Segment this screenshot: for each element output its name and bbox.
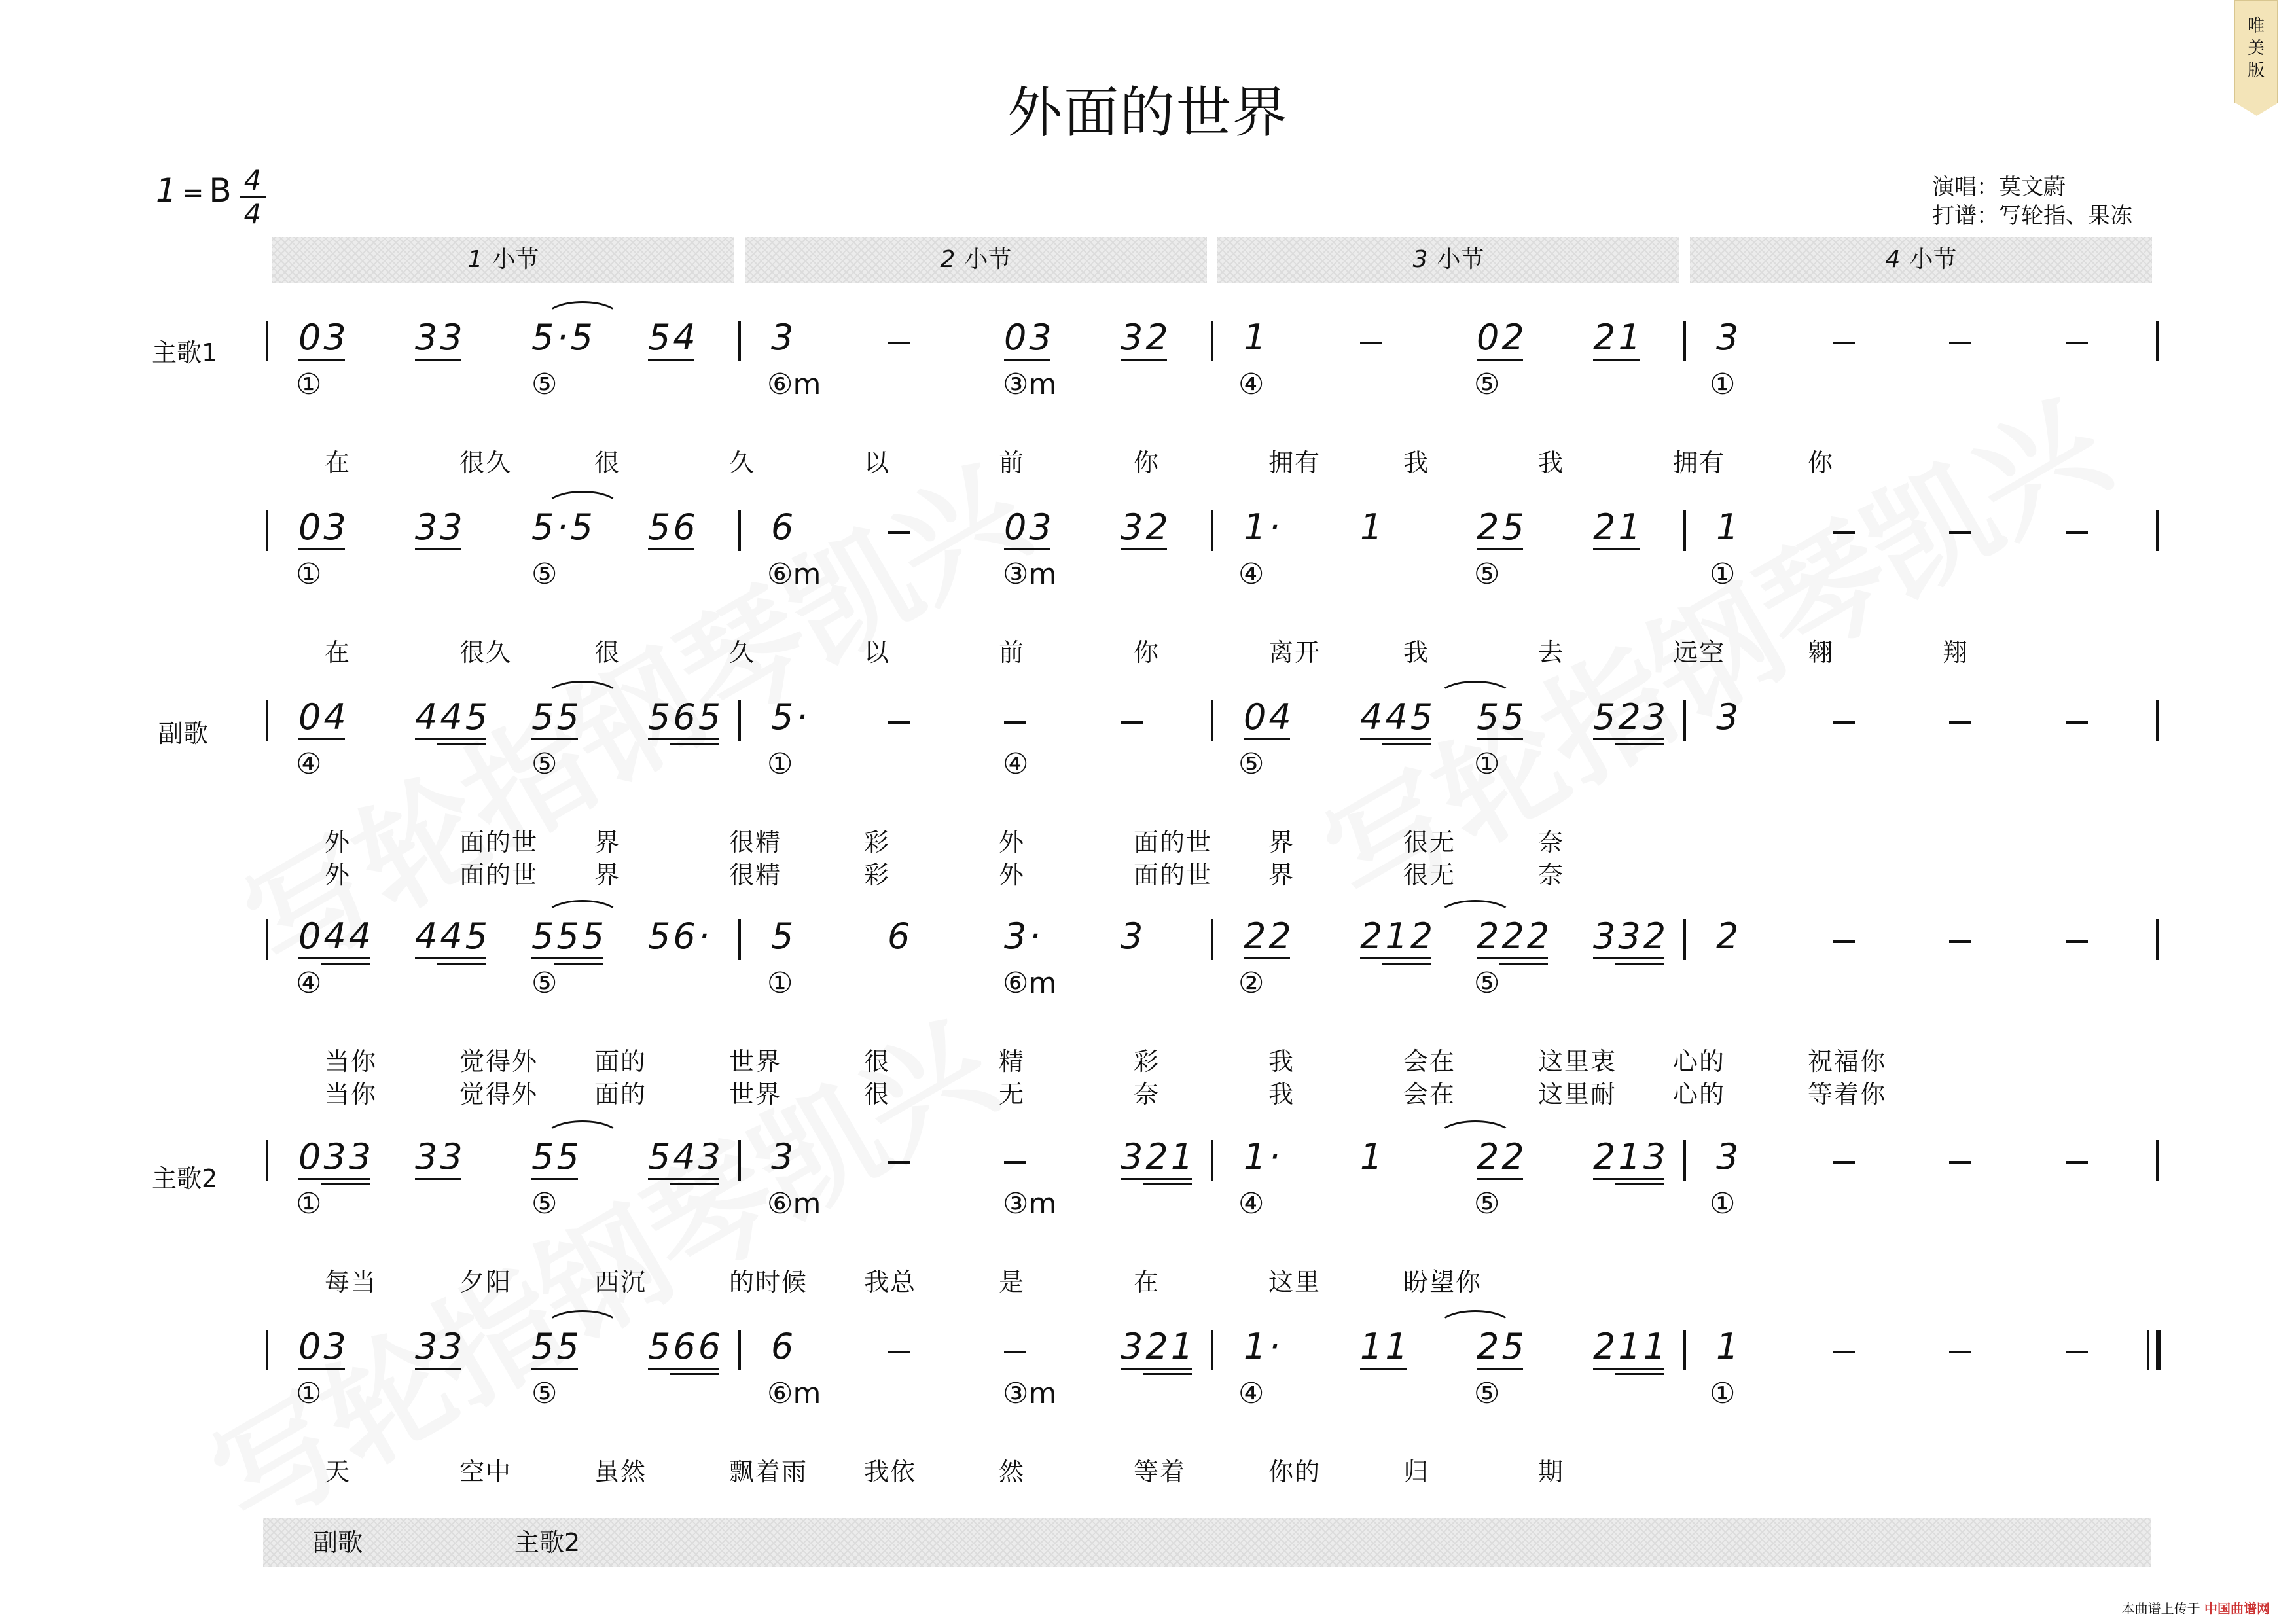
lyric: 我 — [1538, 448, 1565, 477]
note: 3 — [1716, 696, 1742, 738]
lyric: 你 — [1808, 448, 1835, 477]
note: 321 — [1121, 1136, 1196, 1177]
lyric: 你的 — [1268, 1457, 1321, 1486]
note: 212 — [1360, 916, 1435, 957]
lyric-second-line: 界 — [594, 861, 621, 889]
lyric-second-line: 会在 — [1403, 1080, 1456, 1109]
lyric: 拥有 — [1268, 448, 1321, 477]
string-marker: ⑥m — [767, 1187, 821, 1221]
rest-dash — [1833, 1351, 1855, 1353]
string-marker: ① — [767, 747, 793, 781]
note: 3 — [1716, 1136, 1742, 1177]
string-marker: ⑥m — [1003, 967, 1057, 1000]
lyric: 界 — [594, 828, 621, 857]
string-marker: ④ — [1238, 368, 1265, 401]
rest-dash — [888, 721, 910, 724]
lyric: 彩 — [864, 828, 891, 857]
barline — [266, 321, 268, 361]
rest-dash — [888, 1161, 910, 1164]
barline — [2156, 700, 2159, 741]
note: 03 — [298, 317, 349, 358]
string-marker: ② — [1238, 967, 1265, 1000]
note: 445 — [1360, 696, 1435, 738]
lyric-second-line: 奈 — [1538, 861, 1565, 889]
barline — [1211, 510, 1213, 551]
note: 033 — [298, 1136, 374, 1177]
barline — [1683, 1140, 1686, 1181]
note: 044 — [298, 916, 374, 957]
transcriber-credit: 打谱：写轮指、果冻 — [1932, 203, 2132, 229]
lyric-second-line: 很 — [864, 1080, 891, 1109]
lyric: 远空 — [1673, 638, 1726, 667]
string-marker: ⑥m — [767, 558, 821, 591]
lyric: 这里 — [1268, 1268, 1321, 1296]
string-marker: ⑤ — [531, 967, 558, 1000]
string-marker: ⑤ — [1474, 368, 1500, 401]
lyric: 在 — [325, 448, 351, 477]
string-marker: ① — [1474, 747, 1500, 781]
note: 321 — [1121, 1326, 1196, 1367]
string-marker: ③m — [1003, 1377, 1057, 1410]
note: 1 — [1716, 1326, 1742, 1367]
note: 1 — [1244, 317, 1269, 358]
barline — [266, 510, 268, 551]
note: 21 — [1593, 507, 1643, 548]
string-marker: ⑤ — [1238, 747, 1265, 781]
note: 33 — [415, 1136, 465, 1177]
note: 6 — [771, 1326, 797, 1367]
tie-arc — [545, 900, 620, 916]
lyric: 心的 — [1673, 1047, 1726, 1076]
lyric: 很 — [864, 1047, 891, 1076]
rest-dash — [2066, 1351, 2088, 1353]
note: 213 — [1593, 1136, 1668, 1177]
lyric: 这里衷 — [1538, 1047, 1617, 1076]
note: 03 — [298, 507, 349, 548]
string-marker: ⑤ — [1474, 558, 1500, 591]
lyric: 很 — [594, 638, 621, 667]
lyric-second-line: 界 — [1268, 861, 1295, 889]
string-marker: ① — [296, 558, 322, 591]
rest-dash — [2066, 342, 2088, 344]
rest-dash — [1949, 721, 1971, 724]
singer-credit: 演唱：莫文蔚 — [1932, 174, 2066, 200]
rest-dash — [1949, 940, 1971, 943]
barline — [738, 1330, 741, 1370]
measure-header-2: 2 小节 — [745, 237, 1207, 283]
string-marker: ① — [1710, 1377, 1736, 1410]
rest-dash — [1949, 1351, 1971, 1353]
rest-dash — [888, 531, 910, 534]
string-marker: ⑤ — [531, 1187, 558, 1221]
lyric-second-line: 无 — [999, 1080, 1026, 1109]
lyric: 我 — [1403, 638, 1430, 667]
note: 565 — [648, 696, 723, 738]
lyric: 会在 — [1403, 1047, 1456, 1076]
note: 6 — [771, 507, 797, 548]
note: 332 — [1593, 916, 1668, 957]
rest-dash — [2066, 1161, 2088, 1164]
note: 22 — [1477, 1136, 1527, 1177]
lyric: 以 — [864, 448, 891, 477]
barline — [2156, 510, 2159, 551]
lyric: 你 — [1134, 638, 1160, 667]
lyric-second-line: 觉得外 — [459, 1080, 539, 1109]
measure-header-4: 4 小节 — [1690, 237, 2152, 283]
rest-dash — [1121, 721, 1143, 724]
rest-dash — [1004, 1161, 1026, 1164]
barline — [266, 1330, 268, 1370]
string-marker: ① — [296, 368, 322, 401]
barline — [738, 700, 741, 741]
barline — [2156, 919, 2159, 960]
rest-dash — [1004, 1351, 1026, 1353]
string-marker: ⑤ — [531, 368, 558, 401]
note: 1· — [1244, 1326, 1283, 1367]
note: 25 — [1477, 1326, 1527, 1367]
lyric-second-line: 面的世 — [459, 861, 539, 889]
page-title: 外面的世界 — [1007, 80, 1289, 145]
lyric-second-line: 当你 — [325, 1080, 378, 1109]
string-marker: ⑤ — [1474, 1187, 1500, 1221]
lyric: 西沉 — [594, 1268, 647, 1296]
lyric: 久 — [729, 638, 756, 667]
footer-chorus: 副歌 — [313, 1528, 363, 1557]
note: 03 — [298, 1326, 349, 1367]
time-signature: 4 4 — [240, 167, 266, 228]
note: 1· — [1244, 507, 1283, 548]
note: 03 — [1004, 507, 1054, 548]
lyric: 翔 — [1943, 638, 1969, 667]
lyric-second-line: 面的 — [594, 1080, 647, 1109]
rest-dash — [2066, 721, 2088, 724]
note: 55 — [1477, 696, 1527, 738]
string-marker: ⑤ — [1474, 967, 1500, 1000]
lyric: 我依 — [864, 1457, 917, 1486]
lyric: 飘着雨 — [729, 1457, 808, 1486]
note: 5 — [771, 916, 797, 957]
note: 56· — [648, 916, 712, 957]
section-order-bar — [263, 1518, 2151, 1567]
string-marker: ⑤ — [531, 558, 558, 591]
lyric: 然 — [999, 1457, 1026, 1486]
barline — [1211, 919, 1213, 960]
measure-header-3: 3 小节 — [1217, 237, 1679, 283]
rest-dash — [1360, 342, 1382, 344]
footer-verse2: 主歌2 — [514, 1528, 581, 1557]
lyric: 我 — [1268, 1047, 1295, 1076]
lyric: 在 — [1134, 1268, 1160, 1296]
lyric-second-line: 外 — [325, 861, 351, 889]
barline — [1683, 700, 1686, 741]
lyric: 天 — [325, 1457, 351, 1486]
lyric: 是 — [999, 1268, 1026, 1296]
lyric: 归 — [1403, 1457, 1430, 1486]
note: 1 — [1360, 507, 1386, 548]
note: 33 — [415, 1326, 465, 1367]
rest-dash — [1833, 1161, 1855, 1164]
rest-dash — [2066, 531, 2088, 534]
string-marker: ① — [1710, 558, 1736, 591]
lyric: 久 — [729, 448, 756, 477]
note: 56 — [648, 507, 698, 548]
lyric: 夕阳 — [459, 1268, 512, 1296]
note: 32 — [1121, 317, 1171, 358]
measure-header-1: 1 小节 — [272, 237, 734, 283]
barline — [1683, 919, 1686, 960]
note: 25 — [1477, 507, 1527, 548]
tie-arc — [1437, 1120, 1513, 1137]
lyric: 面的世 — [1134, 828, 1213, 857]
note: 2 — [1716, 916, 1742, 957]
string-marker: ① — [1710, 368, 1736, 401]
barline — [2156, 1140, 2159, 1181]
rest-dash — [1833, 531, 1855, 534]
rest-dash — [888, 1351, 910, 1353]
barline — [266, 919, 268, 960]
barline — [1211, 321, 1213, 361]
tie-arc — [1437, 900, 1513, 916]
rest-dash — [2066, 940, 2088, 943]
lyric: 离开 — [1268, 638, 1321, 667]
barline — [266, 1140, 268, 1181]
lyric: 盼望你 — [1403, 1268, 1482, 1296]
rest-dash — [1004, 721, 1026, 724]
note: 33 — [415, 507, 465, 548]
lyric: 界 — [1268, 828, 1295, 857]
string-marker: ④ — [1238, 1377, 1265, 1410]
string-marker: ⑥m — [767, 1377, 821, 1410]
lyric: 世界 — [729, 1047, 782, 1076]
key-signature: 1 = B — [156, 171, 232, 209]
note: 32 — [1121, 507, 1171, 548]
string-marker: ⑤ — [531, 747, 558, 781]
string-marker: ⑥m — [767, 368, 821, 401]
lyric-second-line: 外 — [999, 861, 1026, 889]
lyric: 当你 — [325, 1047, 378, 1076]
barline — [1211, 700, 1213, 741]
note: 555 — [531, 916, 607, 957]
note: 11 — [1360, 1326, 1410, 1367]
rest-dash — [888, 342, 910, 344]
note: 3 — [1121, 916, 1146, 957]
rest-dash — [1949, 1161, 1971, 1164]
string-marker: ① — [296, 1377, 322, 1410]
barline — [738, 1140, 741, 1181]
note: 1 — [1716, 507, 1742, 548]
note: 3 — [1716, 317, 1742, 358]
lyric: 空中 — [459, 1457, 512, 1486]
note: 04 — [298, 696, 349, 738]
edition-seal: 唯 美 版 — [2234, 0, 2278, 103]
lyric-second-line: 奈 — [1134, 1080, 1160, 1109]
string-marker: ① — [296, 1187, 322, 1221]
lyric: 彩 — [1134, 1047, 1160, 1076]
string-marker: ③m — [1003, 558, 1057, 591]
rest-dash — [1833, 721, 1855, 724]
string-marker: ① — [767, 967, 793, 1000]
barline — [1211, 1140, 1213, 1181]
note: 6 — [888, 916, 913, 957]
barline — [1683, 1330, 1686, 1370]
lyric-second-line: 很精 — [729, 861, 782, 889]
barline — [2156, 321, 2159, 361]
lyric-second-line: 等着你 — [1808, 1080, 1887, 1109]
note: 55 — [531, 1136, 582, 1177]
lyric: 奈 — [1538, 828, 1565, 857]
lyric: 很精 — [729, 828, 782, 857]
note: 55 — [531, 696, 582, 738]
lyric: 每当 — [325, 1268, 378, 1296]
note: 5·5 — [531, 317, 596, 358]
barline — [266, 700, 268, 741]
rest-dash — [1949, 531, 1971, 534]
rest-dash — [1833, 342, 1855, 344]
lyric: 的时候 — [729, 1268, 808, 1296]
note: 3 — [771, 1136, 797, 1177]
barline — [738, 919, 741, 960]
string-marker: ④ — [1238, 1187, 1265, 1221]
lyric: 去 — [1538, 638, 1565, 667]
string-marker: ⑤ — [1474, 1377, 1500, 1410]
note: 54 — [648, 317, 698, 358]
lyric: 等着 — [1134, 1457, 1187, 1486]
note: 222 — [1477, 916, 1552, 957]
barline — [2156, 1330, 2161, 1370]
barline — [738, 510, 741, 551]
lyric: 很 — [594, 448, 621, 477]
lyric: 觉得外 — [459, 1047, 539, 1076]
section-label-verse1: 主歌1 — [152, 338, 218, 367]
lyric: 期 — [1538, 1457, 1565, 1486]
lyric: 外 — [999, 828, 1026, 857]
lyric: 祝福你 — [1808, 1047, 1887, 1076]
note: 523 — [1593, 696, 1668, 738]
string-marker: ③m — [1003, 1187, 1057, 1221]
rest-dash — [1949, 342, 1971, 344]
tie-arc — [545, 1120, 620, 1137]
lyric: 前 — [999, 448, 1026, 477]
tie-arc — [545, 301, 620, 317]
string-marker: ④ — [1003, 747, 1029, 781]
barline — [1211, 1330, 1213, 1370]
lyric-second-line: 世界 — [729, 1080, 782, 1109]
note: 543 — [648, 1136, 723, 1177]
note: 03 — [1004, 317, 1054, 358]
note: 33 — [415, 317, 465, 358]
lyric: 以 — [864, 638, 891, 667]
section-label-verse2: 主歌2 — [152, 1164, 218, 1193]
lyric: 很久 — [459, 638, 512, 667]
barline — [1683, 510, 1686, 551]
lyric: 你 — [1134, 448, 1160, 477]
lyric-second-line: 很无 — [1403, 861, 1456, 889]
lyric: 虽然 — [594, 1457, 647, 1486]
string-marker: ④ — [296, 747, 322, 781]
lyric-second-line: 我 — [1268, 1080, 1295, 1109]
lyric-second-line: 面的世 — [1134, 861, 1213, 889]
lyric-second-line: 这里耐 — [1538, 1080, 1617, 1109]
tie-arc — [1437, 1310, 1513, 1327]
tie-arc — [545, 491, 620, 507]
lyric: 很久 — [459, 448, 512, 477]
note: 22 — [1244, 916, 1294, 957]
rest-dash — [1833, 940, 1855, 943]
note: 04 — [1244, 696, 1294, 738]
lyric: 精 — [999, 1047, 1026, 1076]
lyric-second-line: 心的 — [1673, 1080, 1726, 1109]
string-marker: ③m — [1003, 368, 1057, 401]
note: 1· — [1244, 1136, 1283, 1177]
note: 3· — [1004, 916, 1043, 957]
lyric: 拥有 — [1673, 448, 1726, 477]
string-marker: ⑤ — [531, 1377, 558, 1410]
barline — [738, 321, 741, 361]
lyric: 面的 — [594, 1047, 647, 1076]
note: 5·5 — [531, 507, 596, 548]
note: 1 — [1360, 1136, 1386, 1177]
string-marker: ① — [1710, 1187, 1736, 1221]
barline — [2147, 1330, 2149, 1370]
string-marker: ④ — [296, 967, 322, 1000]
note: 445 — [415, 696, 490, 738]
note: 566 — [648, 1326, 723, 1367]
note: 3 — [771, 317, 797, 358]
note: 211 — [1593, 1326, 1668, 1367]
upload-note: 本曲谱上传于 中国曲谱网 — [2121, 1601, 2270, 1616]
lyric: 在 — [325, 638, 351, 667]
barline — [1683, 321, 1686, 361]
lyric: 面的世 — [459, 828, 539, 857]
lyric: 外 — [325, 828, 351, 857]
lyric: 很无 — [1403, 828, 1456, 857]
section-label-chorus: 副歌 — [158, 719, 209, 748]
note: 5· — [771, 696, 810, 738]
lyric: 我 — [1403, 448, 1430, 477]
lyric: 翱 — [1808, 638, 1835, 667]
lyric-second-line: 彩 — [864, 861, 891, 889]
note: 21 — [1593, 317, 1643, 358]
note: 55 — [531, 1326, 582, 1367]
lyric: 前 — [999, 638, 1026, 667]
lyric: 我总 — [864, 1268, 917, 1296]
note: 445 — [415, 916, 490, 957]
note: 02 — [1477, 317, 1527, 358]
string-marker: ④ — [1238, 558, 1265, 591]
